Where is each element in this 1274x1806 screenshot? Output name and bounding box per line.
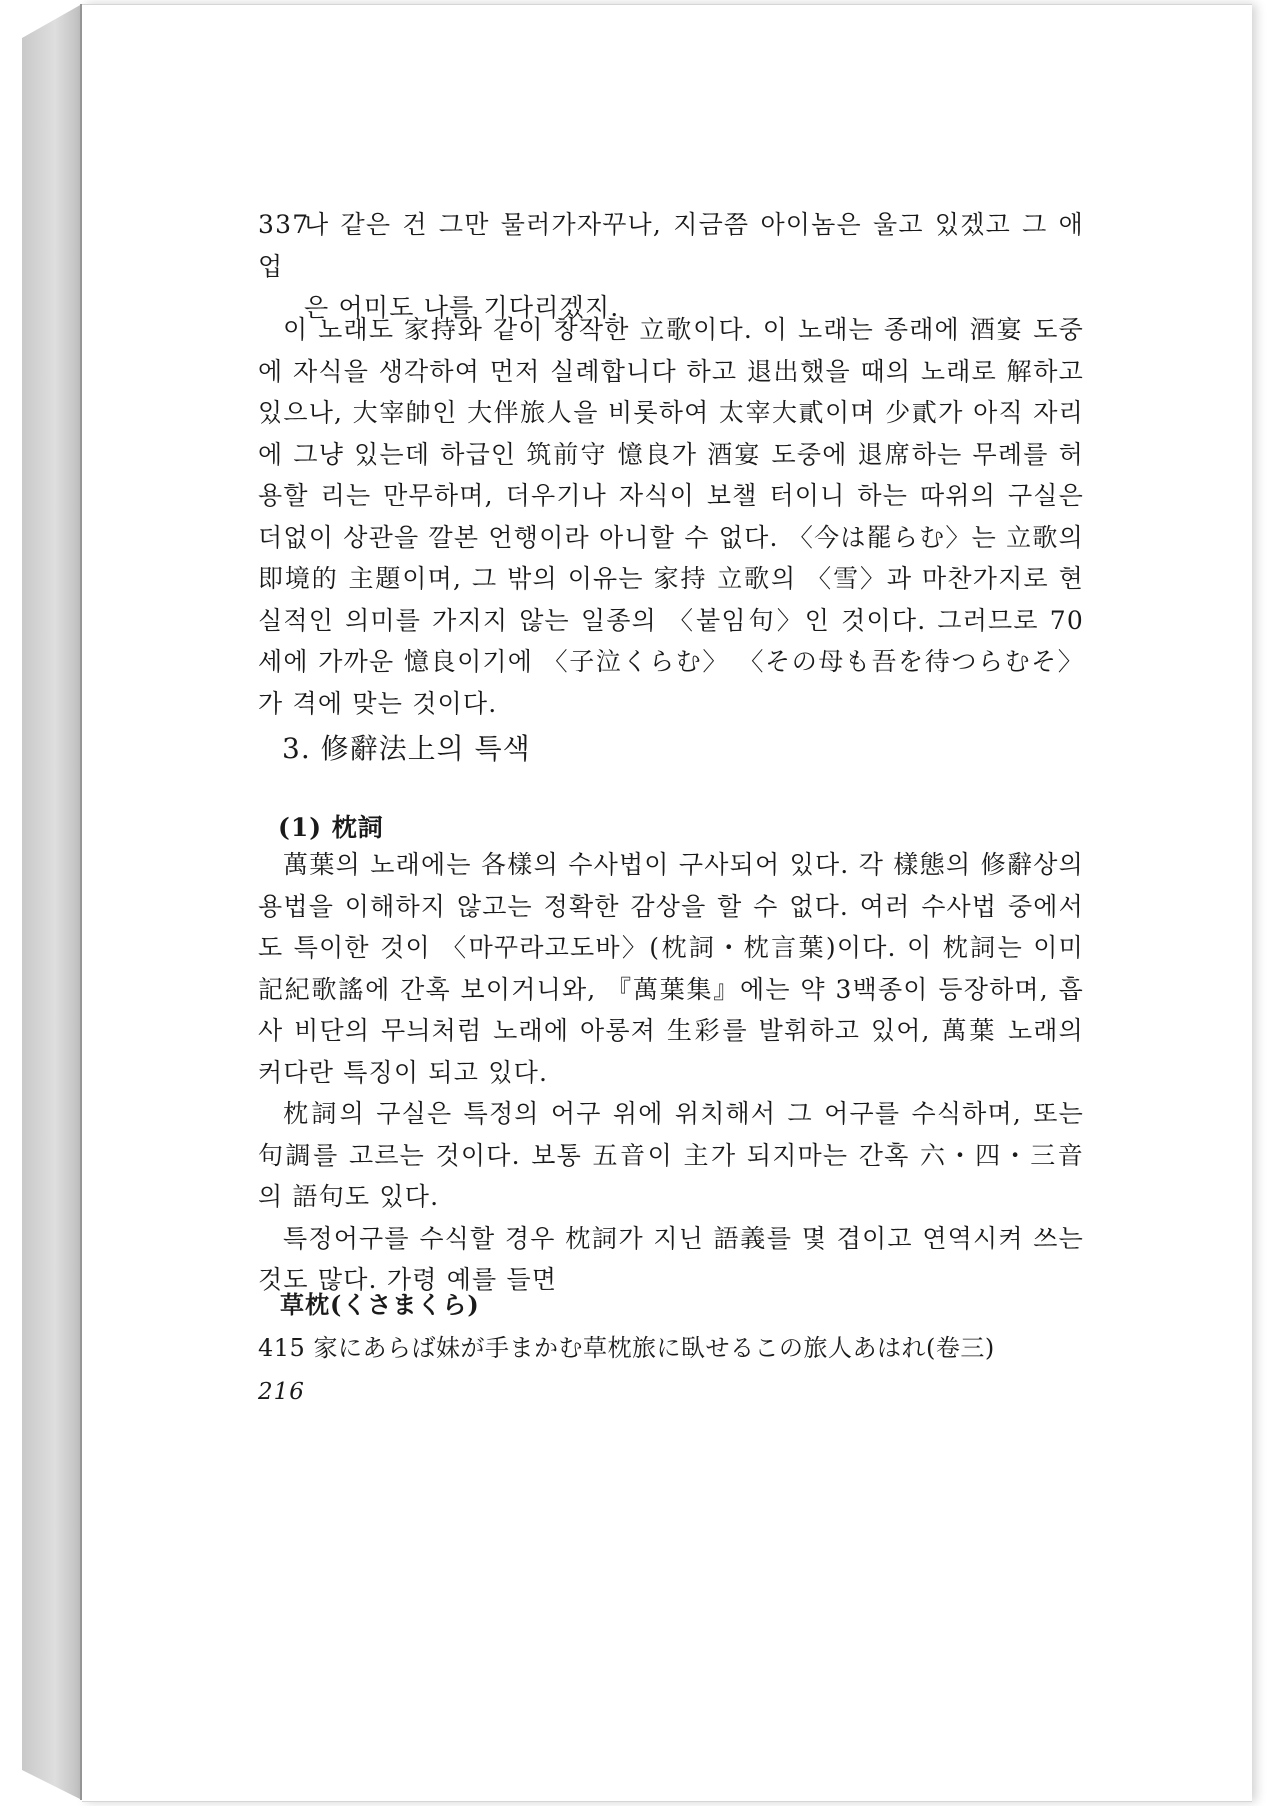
example-line	[258, 1328, 1084, 1363]
paragraph-3: 枕詞의 구실은 특정의 어구 위에 위치해서 그 어구를 수식하며, 또는 句調를 고르는 것이다. 보통 五音이 主가 되지마는 간혹 六・四・三音의 語句도 있다.	[258, 1099, 1084, 1211]
verse-line-2: 은 어미도 나를 기다리겠지.	[304, 293, 620, 322]
example-number: 415	[258, 1334, 306, 1362]
paragraph-1: 이 노래도 家持와 같이 창작한 立歌이다. 이 노래는 종래에 酒宴 도중에 자식을 생각하여 먼저 실례합니다 하고 退出했을 때의 노래로 解하고 있으나, 大宰帥인 大伴旅人을 비롯하여 太宰大貳이며 少貳가 아직 자리에 그냥 있는데 하급인 筑前守 憶良가 酒宴 도중에 退席하는 무례를 허용할 리는 만무하며, 더우기나 자식이 보챌 터이니 하는 따위의 구실은 더없이 상관을 깔본 언행이라 아니할 수 없다. 〈今は罷らむ〉는 立歌의 即境的 主題이며, 그 밖의 이유는 家持 立歌의 〈雪〉과 마찬가지로 현실적인 의미를 가지지 않는 일종의 〈붙임句〉인 것이다. 그러므로 70세에 가까운 憶良이기에 〈子泣くらむ〉 〈その母も吾を待つらむそ〉가 격에 맞는 것이다.	[258, 315, 1084, 718]
section-body	[258, 844, 1084, 1301]
paragraph-4: 특정어구를 수식할 경우 枕詞가 지닌 語義를 몇 겹이고 연역시켜 쓰는 것도 많다. 가령 예를 들면	[258, 1223, 1084, 1294]
verse-line-1	[258, 204, 1084, 287]
example-text: 家にあらば妹が手まかむ草枕旅に臥せるこの旅人あはれ(卷三)	[313, 1334, 995, 1362]
section-heading: 3. 修辭法上의 특색	[282, 732, 531, 765]
book-page	[82, 4, 1252, 1802]
book-spine	[22, 4, 82, 1800]
page-number: 216	[258, 1379, 305, 1405]
verse-number: 337	[258, 210, 310, 239]
subheading: (1) 枕詞	[278, 813, 384, 842]
paragraph-2: 萬葉의 노래에는 各樣의 수사법이 구사되어 있다. 각 樣態의 修辭상의 용법을 이해하지 않고는 정확한 감상을 할 수 없다. 여러 수사법 중에서도 특이한 것이 〈마꾸라고도바〉(枕詞・枕言葉)이다. 이 枕詞는 이미 記紀歌謠에 간혹 보이거니와, 『萬葉集』에는 약 3백종이 등장하며, 흡사 비단의 무늬처럼 노래에 아롱져 生彩를 발휘하고 있어, 萬葉 노래의 커다란 특징이 되고 있다.	[258, 850, 1084, 1087]
example-title: 草枕(くさまくら)	[280, 1290, 480, 1319]
verse-text-1: 나 같은 건 그만 물러가자꾸나, 지금쯤 아이놈은 울고 있겠고 그 애 업	[258, 210, 1084, 281]
